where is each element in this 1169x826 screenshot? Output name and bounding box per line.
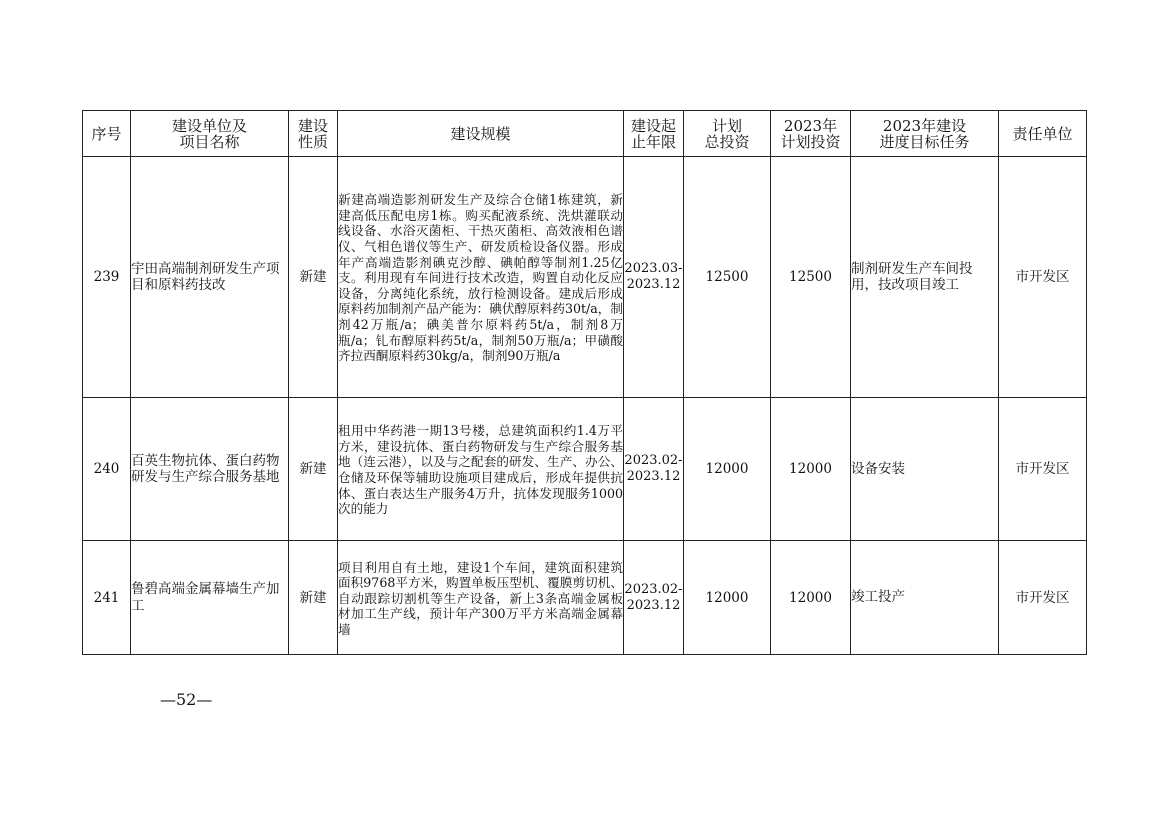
target-2023: 竣工投产 — [851, 541, 999, 655]
header-cell-2023-target: 2023年建设 进度目标任务 — [851, 111, 999, 157]
investment-2023: 12000 — [771, 541, 851, 655]
project-period: 2023.02- 2023.12 — [624, 541, 684, 655]
page-number: —52— — [160, 690, 213, 709]
header-cell-period: 建设起 止年限 — [624, 111, 684, 157]
responsible-unit: 市开发区 — [999, 157, 1087, 398]
project-table — [82, 110, 1087, 655]
project-scale: 项目利用自有土地，建设1个车间，建筑面积建筑面积9768平方米，购置单板压型机、覆膜剪切机、自动跟踪切割机等生产设备，新上3条高端金属板材加工生产线，预计年产300万平方米高端金属幕墙 — [338, 541, 624, 655]
header-cell-scale: 建设规模 — [338, 111, 624, 157]
project-nature: 新建 — [289, 541, 338, 655]
responsible-unit: 市开发区 — [999, 398, 1087, 541]
investment-2023: 12500 — [771, 157, 851, 398]
project-name: 宇田高端制剂研发生产项目和原料药技改 — [131, 157, 289, 398]
header-cell-no: 序号 — [83, 111, 131, 157]
row-number: 240 — [83, 398, 131, 541]
total-investment: 12000 — [684, 398, 771, 541]
total-investment: 12000 — [684, 541, 771, 655]
header-cell-name: 建设单位及 项目名称 — [131, 111, 289, 157]
project-nature: 新建 — [289, 157, 338, 398]
header-cell-total-investment: 计划 总投资 — [684, 111, 771, 157]
header-cell-responsible-unit: 责任单位 — [999, 111, 1087, 157]
project-scale: 新建高端造影剂研发生产及综合仓储1栋建筑，新建高低压配电房1栋。购买配液系统、洗烘灌联动线设备、水浴灭菌柜、干热灭菌柜、高效液相色谱仪、气相色谱仪等生产、研发质检设备仪器。形成年产高端造影剂碘克沙醇、碘帕醇等制剂1.25亿支。利用现有车间进行技术改造，购置自动化反应设备，分离纯化系统，放行检测设备。建成后形成原料药加制剂产品产能为：碘伏醇原料药30t/a，制剂42万瓶/a；碘美普尔原料药5t/a，制剂8万瓶/a；钆布醇原料药5t/a，制剂50万瓶/a；甲磺酸齐拉西酮原料药30kg/a，制剂90万瓶/a — [338, 157, 624, 398]
investment-2023: 12000 — [771, 398, 851, 541]
header-cell-nature: 建设 性质 — [289, 111, 338, 157]
header-cell-2023-investment: 2023年 计划投资 — [771, 111, 851, 157]
project-table-container — [82, 110, 1086, 655]
project-name: 鲁碧高端金属幕墙生产加工 — [131, 541, 289, 655]
project-period: 2023.02- 2023.12 — [624, 398, 684, 541]
table-row — [83, 541, 1087, 655]
project-nature: 新建 — [289, 398, 338, 541]
target-2023: 设备安装 — [851, 398, 999, 541]
table-row — [83, 398, 1087, 541]
project-name: 百英生物抗体、蛋白药物研发与生产综合服务基地 — [131, 398, 289, 541]
table-row — [83, 157, 1087, 398]
row-number: 239 — [83, 157, 131, 398]
row-number: 241 — [83, 541, 131, 655]
responsible-unit: 市开发区 — [999, 541, 1087, 655]
project-scale: 租用中华药港一期13号楼，总建筑面积约1.4万平方米，建设抗体、蛋白药物研发与生产综合服务基地（连云港），以及与之配套的研发、生产、办公、仓储及环保等辅助设施项目建成后，形成年提供抗体、蛋白表达生产服务4万升，抗体发现服务1000次的能力 — [338, 398, 624, 541]
total-investment: 12500 — [684, 157, 771, 398]
target-2023: 制剂研发生产车间投用，技改项目竣工 — [851, 157, 999, 398]
table-header-row — [83, 111, 1087, 157]
project-period: 2023.03- 2023.12 — [624, 157, 684, 398]
